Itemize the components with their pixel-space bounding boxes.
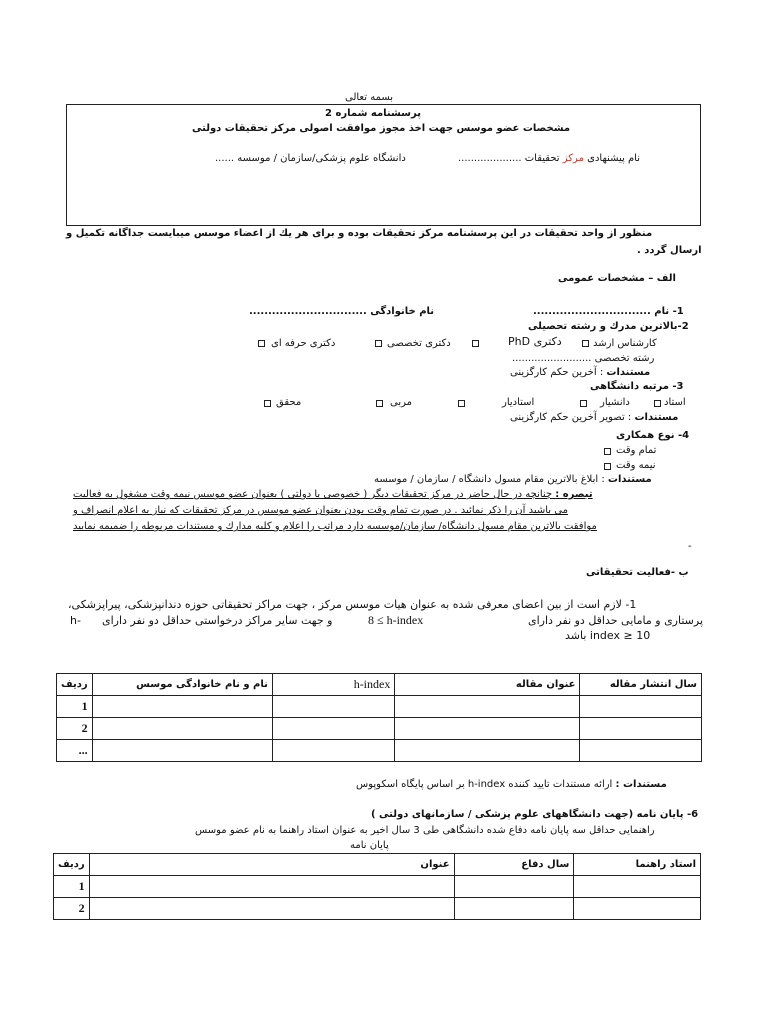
table-row (57, 740, 702, 762)
center-name-label: نام پیشنهادی (587, 153, 641, 164)
cell-defense-year[interactable] (454, 876, 574, 898)
rank-instructor-checkbox[interactable] (376, 400, 383, 407)
rank-instructor[interactable] (390, 396, 412, 409)
cell-publish-year[interactable] (580, 740, 702, 762)
note-line-1 (73, 488, 593, 501)
section-b-para-2b: 8 ≤ h-index (368, 613, 424, 627)
col-row: ردیف (54, 854, 90, 876)
rank-professor[interactable] (664, 396, 686, 409)
cell-publish-year[interactable] (580, 718, 702, 740)
coop-fulltime[interactable] (616, 444, 656, 457)
form-number: پرسشنامه شماره 2 (325, 108, 421, 119)
form-title: مشخصات عضو موسس جهت اخذ مجوز موافقت اصولی مرکز تحقیقات دولتی (192, 123, 571, 134)
degree-specialist-label: دکتری تخصصی (387, 338, 451, 349)
rank-instructor-label: مربی (390, 397, 412, 408)
intro-line-2: ارسال گردد . (637, 245, 702, 256)
rank-assistant-checkbox[interactable] (458, 400, 465, 407)
q3-docs-text: : تصویر آخرین حکم کارگزینی (510, 412, 632, 423)
q4-docs-label: مستندات (607, 474, 652, 485)
coop-parttime-label: نیمه وقت (616, 460, 656, 471)
q1-name[interactable]: 1- نام ............................... (533, 306, 684, 317)
col-thesis-title: عنوان (89, 854, 454, 876)
cell-hindex[interactable] (272, 740, 394, 762)
hindex-docs-text: ارائه مستندات تایید کننده h-index بر اساس پایگاه اسکوپوس (356, 779, 613, 790)
cell-row: 1 (54, 876, 90, 898)
thesis-table (53, 853, 701, 920)
intro-line-1: منظور از واحد تحقیقات در این پرسشنامه مرکز تحقیقات بوده و برای هر یك از اعضاء موسس میبایست جداگانه تکمیل و (66, 228, 653, 239)
table-row (57, 718, 702, 740)
cell-row: 1 (57, 696, 93, 718)
center-name-word: مرکز (562, 153, 584, 164)
cell-founder-name[interactable] (92, 718, 272, 740)
cell-article-title[interactable] (395, 696, 580, 718)
center-name-field[interactable] (458, 152, 640, 165)
section-b-para-2c: و جهت سایر مراکز درخواستی حداقل دو نفر دارای (102, 614, 333, 627)
section-b-para-3: index ≥ 10 باشد (565, 629, 651, 642)
table-row (57, 696, 702, 718)
q4-docs-text: : ابلاغ بالاترین مقام مسول دانشگاه / سازمان / موسسه (374, 474, 605, 485)
col-defense-year: سال دفاع (454, 854, 574, 876)
degree-specialist[interactable] (387, 337, 451, 350)
cell-row: ... (57, 740, 93, 762)
q4-docs (374, 473, 652, 486)
q1-family[interactable]: نام خانوادگی ............................... (249, 306, 435, 317)
cell-hindex[interactable] (272, 718, 394, 740)
q6-title: 6- پایان نامه (جهت دانشگاههای علوم پزشکی / سازمانهای دولتی ) (371, 809, 699, 820)
cell-publish-year[interactable] (580, 696, 702, 718)
col-founder-name: نام و نام خانوادگی موسس (92, 674, 272, 696)
degree-specialist-checkbox[interactable] (375, 340, 382, 347)
q3-docs-label: مستندات (634, 412, 679, 423)
cell-defense-year[interactable] (454, 898, 574, 920)
cell-row: 2 (54, 898, 90, 920)
degree-professional-label: دکتری حرفه ای (271, 338, 336, 349)
rank-assistant-label: استادیار (502, 397, 535, 408)
cell-thesis-title[interactable] (89, 876, 454, 898)
cell-hindex[interactable] (272, 696, 394, 718)
cell-thesis-title[interactable] (89, 898, 454, 920)
degree-professional[interactable] (271, 337, 335, 350)
rank-professor-checkbox[interactable] (654, 400, 661, 407)
degree-ma-checkbox[interactable] (582, 340, 589, 347)
articles-table-header (57, 674, 702, 696)
note-line-2: می باشید آن را ذکر نمائید . در صورت تمام وقت بودن بعنوان عضو موسس در مرکز تحقیقات که نیاز به اعلام انصراف و (73, 505, 568, 516)
degree-phd-checkbox[interactable] (472, 340, 479, 347)
degree-ma-label: کارشناس ارشد (593, 338, 657, 349)
q2-docs (510, 366, 650, 379)
rank-researcher[interactable] (276, 396, 301, 409)
q4-title: 4- نوع همکاری (616, 430, 690, 441)
thesis-table-header (54, 854, 701, 876)
bismillah: بسمه تعالی (345, 92, 394, 103)
coop-fulltime-label: تمام وقت (616, 445, 657, 456)
rank-associate-label: دانشیار (600, 397, 630, 408)
q6-line-2: پایان نامه (350, 840, 389, 851)
cell-supervisor[interactable] (574, 898, 701, 920)
q2-docs-label: مستندات (606, 367, 651, 378)
hindex-docs (356, 778, 667, 791)
table-row (54, 876, 701, 898)
cell-supervisor[interactable] (574, 876, 701, 898)
q2-docs-text: : آخرین حکم کارگزینی (510, 367, 604, 378)
degree-phd[interactable] (508, 335, 562, 349)
section-b-para-1: 1- لازم است از بین اعضای معرفی شده به عنوان هیات موسس مرکز ، جهت مراکز تحقیقاتی حوزه دندانپزشکی، پیراپزشکی، (68, 598, 637, 611)
rank-associate[interactable] (600, 396, 630, 409)
articles-table (56, 673, 702, 762)
coop-fulltime-checkbox[interactable] (604, 448, 611, 455)
rank-researcher-checkbox[interactable] (264, 400, 271, 407)
degree-ma[interactable] (593, 337, 657, 350)
coop-parttime[interactable] (616, 459, 656, 472)
note-line-1-text: چنانچه در حال حاضر در مرکز تحقیقات دیگر ( خصوصی یا دولتی ) بعنوان عضو موسس نیمه وقت مشغول به فعالیت (73, 489, 553, 500)
table-row (54, 898, 701, 920)
cell-row: 2 (57, 718, 93, 740)
section-a-title: الف – مشخصات عمومی (558, 273, 676, 284)
section-b-title: ب -فعالیت تحقیقاتی (586, 567, 689, 578)
section-b-para-2a: پرستاری و مامایی حداقل دو نفر دارای (528, 614, 704, 627)
cell-article-title[interactable] (395, 718, 580, 740)
cell-founder-name[interactable] (92, 696, 272, 718)
cell-founder-name[interactable] (92, 740, 272, 762)
degree-field[interactable]: رشته تخصصی ......................... (512, 353, 655, 364)
cell-article-title[interactable] (395, 740, 580, 762)
q3-title: 3- مرتبه دانشگاهی (590, 381, 684, 392)
col-row: ردیف (57, 674, 93, 696)
col-publish-year: سال انتشار مقاله (580, 674, 702, 696)
degree-professional-checkbox[interactable] (258, 340, 265, 347)
col-article-title: عنوان مقاله (395, 674, 580, 696)
section-b-para-2d: -h (70, 614, 81, 627)
q6-line-1: راهنمایی حداقل سه پایان نامه دفاع شده دانشگاهی طی 3 سال اخیر به عنوان استاد راهنما به نام عضو موسس (195, 825, 655, 836)
note-label: تبصره : (555, 489, 593, 500)
note-line-3: موافقت بالاترین مقام مسول دانشگاه/ سازمان/موسسه دارد مراتب را اعلام و کلیه مدارك و مستندات مربوطه را ضمیمه نمایید (73, 521, 597, 532)
q2-title: 2-بالاترین مدرك و رشته تحصیلی (528, 321, 689, 332)
col-supervisor: استاد راهنما (574, 854, 701, 876)
coop-parttime-checkbox[interactable] (604, 463, 611, 470)
note-dash: - (688, 541, 692, 552)
rank-researcher-label: محقق (276, 397, 302, 408)
rank-assistant[interactable] (502, 396, 534, 409)
hindex-docs-label: مستندات : (615, 779, 667, 790)
center-name-rest: تحقیقات .................... (458, 153, 560, 164)
rank-professor-label: استاد (664, 397, 686, 408)
university-field[interactable]: دانشگاه علوم پزشکی/سازمان / موسسه ...... (215, 153, 406, 164)
q3-docs (510, 411, 678, 424)
rank-associate-checkbox[interactable] (580, 400, 587, 407)
col-hindex: h-index (272, 674, 394, 696)
degree-phd-label: دکتری PhD (508, 335, 562, 348)
